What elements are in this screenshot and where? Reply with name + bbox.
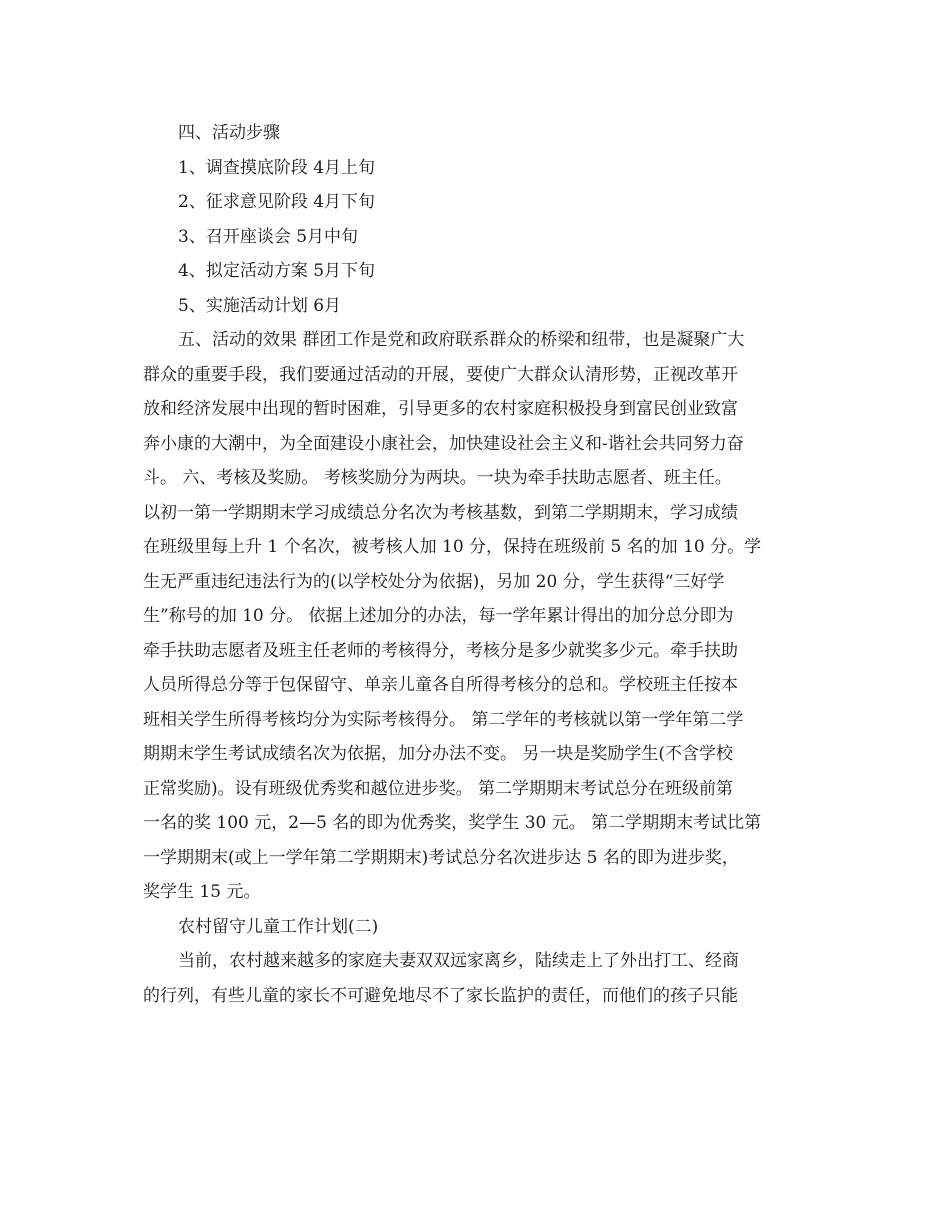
step-item: 3、召开座谈会 5月中旬 <box>178 226 359 247</box>
step-item: 2、征求意见阶段 4月下旬 <box>178 192 376 212</box>
paragraph-line: 五、活动的效果 群团工作是党和政府联系群众的桥梁和纽带，也是凝聚广大 <box>178 330 745 350</box>
paragraph-line: 以初一第一学期期末学习成绩总分名次为考核基数，到第二学期期末，学习成绩 <box>143 502 738 523</box>
paragraph-line: 牵手扶助志愿者及班主任老师的考核得分，考核分是多少就奖多少元。牵手扶助 <box>143 640 738 661</box>
step-item: 4、拟定活动方案 5月下旬 <box>178 261 376 281</box>
part-title: 农村留守儿童工作计划(二) <box>178 916 379 937</box>
paragraph-line: 人员所得总分等于包保留守、单亲儿童各自所得考核分的总和。学校班主任按本 <box>143 675 738 695</box>
paragraph-line: 斗。 六、考核及奖励。 考核奖励分为两块。一块为牵手扶助志愿者、班主任。 <box>143 468 732 488</box>
step-item: 5、实施活动计划 6月 <box>178 295 342 316</box>
document-body <box>143 116 808 1013</box>
paragraph-line: 奖学生 15 元。 <box>143 882 261 902</box>
paragraph-line: 的行列，有些儿童的家长不可避免地尽不了家长监护的责任，而他们的孩子只能 <box>143 985 738 1006</box>
paragraph-line: 奔小康的大潮中，为全面建设小康社会，加快建设社会主义和-谐社会共同努力奋 <box>143 433 744 454</box>
paragraph-line: 生”称号的加 10 分。 依据上述加分的办法，每一学年累计得出的加分总分即为 <box>143 606 734 626</box>
paragraph-line: 群众的重要手段，我们要通过活动的开展，要使广大群众认清形势，正视改革开 <box>143 364 738 385</box>
paragraph-line: 期期末学生考试成绩名次为依据，加分办法不变。 另一块是奖励学生(不含学校 <box>143 744 734 764</box>
paragraph-line: 在班级里每上升 1 个名次，被考核人加 10 分，保持在班级前 5 名的加 10 分。学 <box>143 537 762 557</box>
paragraph-line: 一学期期末(或上一学年第二学期期末)考试总分名次进步达 5 名的即为进步奖， <box>143 847 739 868</box>
section-heading-activity-steps: 四、活动步骤 <box>178 123 280 143</box>
paragraph-line: 生无严重违纪违法行为的(以学校处分为依据)，另加 20 分，学生获得“三好学 <box>143 571 725 592</box>
paragraph-line: 正常奖励)。设有班级优秀奖和越位进步奖。 第二学期期末考试总分在班级前第 <box>143 778 734 799</box>
paragraph-line: 一名的奖 100 元，2—5 名的即为优秀奖，奖学生 30 元。 第二学期期末考试比第 <box>143 813 762 833</box>
step-item: 1、调查摸底阶段 4月上旬 <box>178 157 376 178</box>
paragraph-line: 当前，农村越来越多的家庭夫妻双双远家离乡，陆续走上了外出打工、经商 <box>178 951 739 971</box>
paragraph-line: 放和经济发展中出现的暂时困难，引导更多的农村家庭积极投身到富民创业致富 <box>143 399 738 419</box>
paragraph-line: 班相关学生所得考核均分为实际考核得分。 第二学年的考核就以第一学年第二学 <box>143 709 744 730</box>
